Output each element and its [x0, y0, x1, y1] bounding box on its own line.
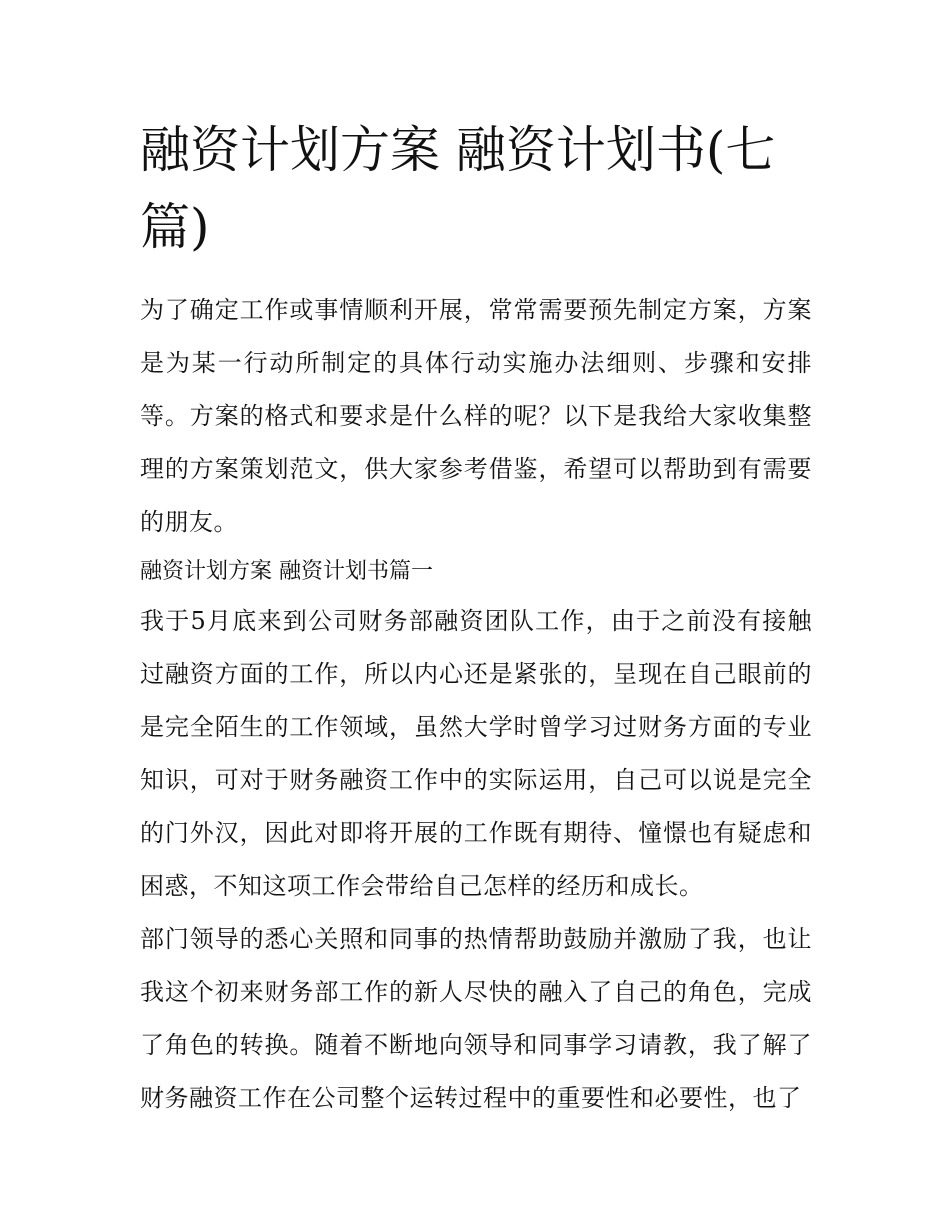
document-page	[140, 112, 812, 1125]
body-paragraph-1: 我于5月底来到公司财务部融资团队工作，由于之前没有接触过融资方面的工作，所以内心还是紧张的，呈现在自己眼前的是完全陌生的工作领域，虽然大学时曾学习过财务方面的专业知识，可对于财务融资工作中的实际运用，自己可以说是完全的门外汉，因此对即将开展的工作既有期待、憧憬也有疑虑和困惑，不知这项工作会带给自己怎样的经历和成长。	[140, 607, 812, 900]
body-paragraph-2: 部门领导的悉心关照和同事的热情帮助鼓励并激励了我，也让我这个初来财务部工作的新人尽快的融入了自己的角色，完成了角色的转换。随着不断地向领导和同事学习请教，我了解了财务融资工作在公司整个运转过程中的重要性和必要性，也了	[140, 925, 812, 1112]
intro-paragraph: 为了确定工作或事情顺利开展，常常需要预先制定方案，方案是为某一行动所制定的具体行动实施办法细则、步骤和安排等。方案的格式和要求是什么样的呢？以下是我给大家收集整理的方案策划范文，供大家参考借鉴，希望可以帮助到有需要的朋友。	[140, 296, 812, 536]
title-spacer	[140, 266, 812, 284]
section-heading: 融资计划方案 融资计划书篇一	[140, 559, 433, 584]
document-title: 融资计划方案 融资计划书(七篇)	[140, 121, 776, 256]
